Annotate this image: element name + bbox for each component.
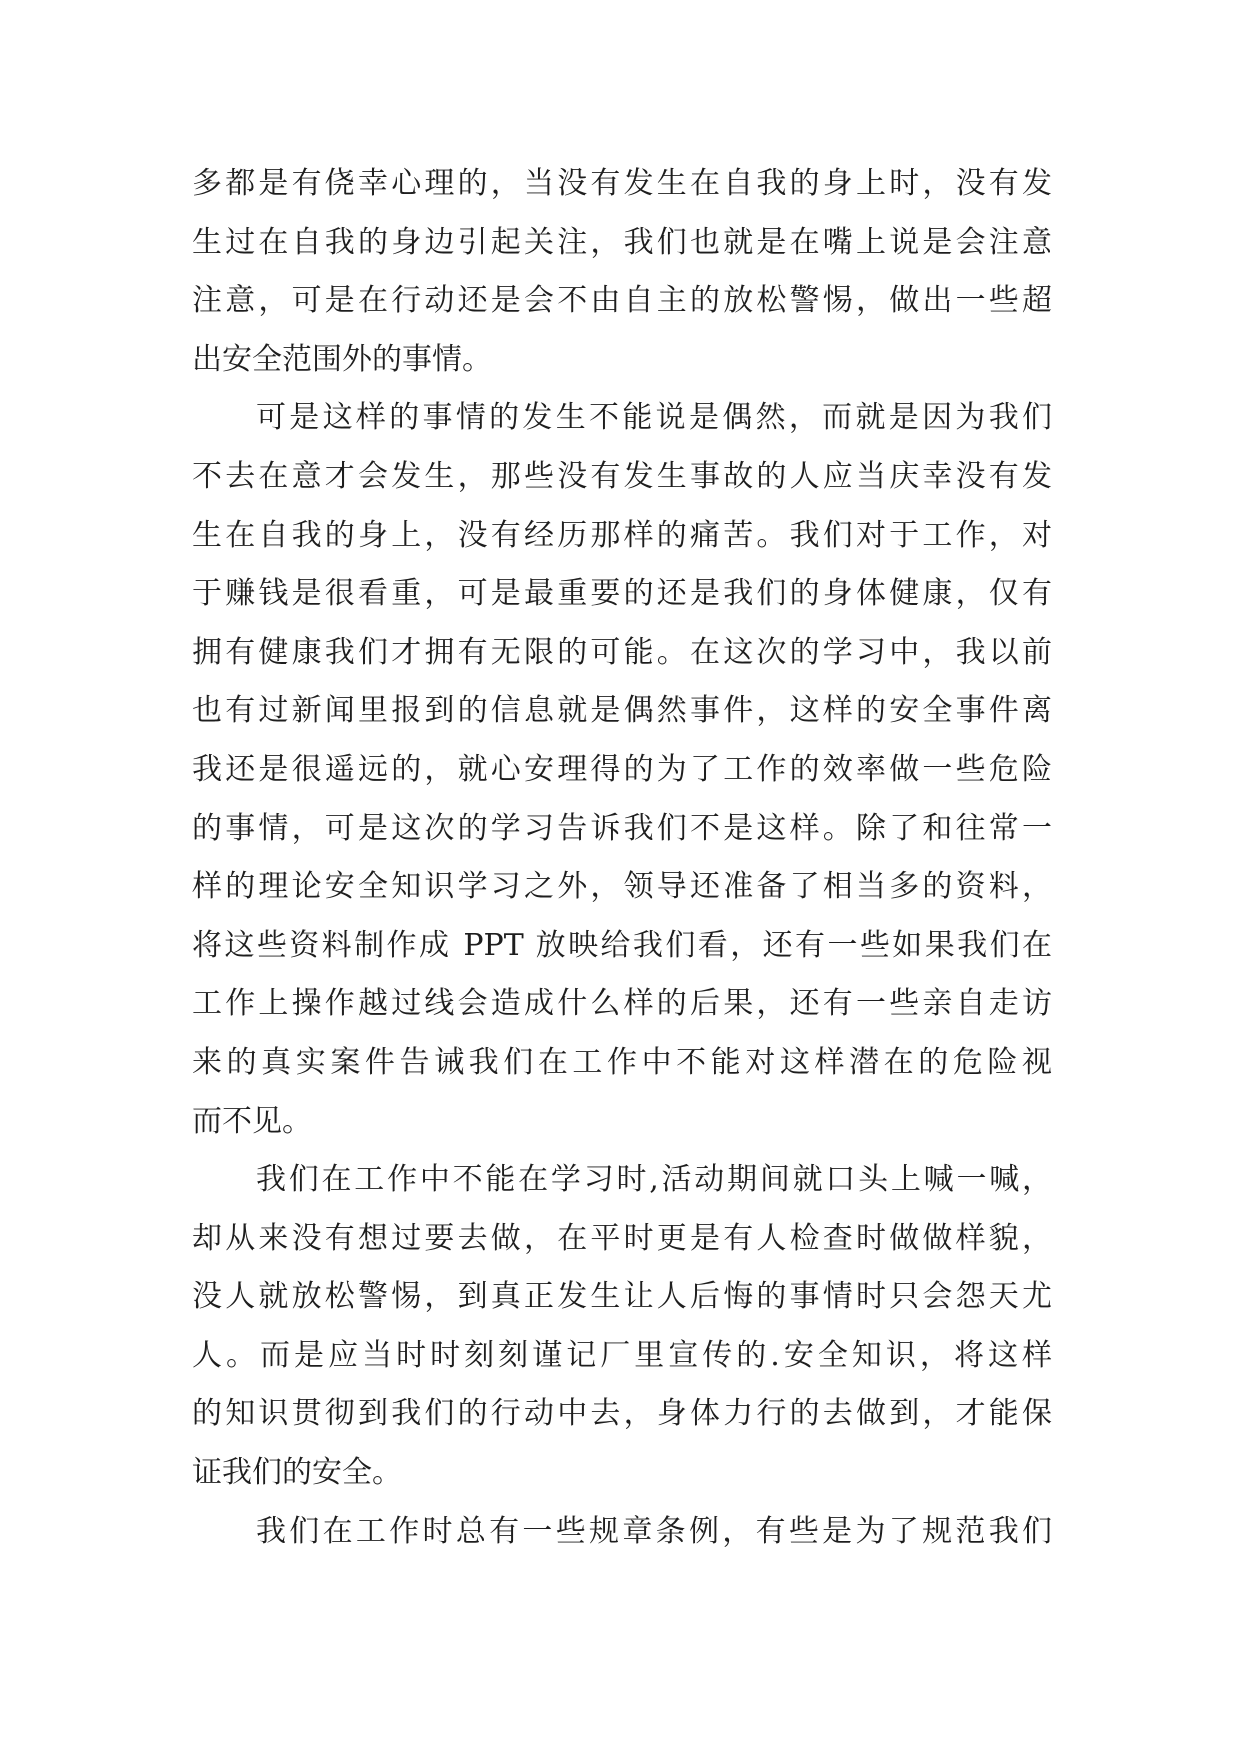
text-line: 出安全范围外的事情。 xyxy=(192,341,492,377)
text-line: 来的真实案件告诫我们在工作中不能对这样潜在的危险视 xyxy=(192,1044,1052,1080)
document-body xyxy=(192,155,1052,1561)
text-line: 生在自我的身上，没有经历那样的痛苦。我们对于工作，对 xyxy=(192,517,1052,553)
text-line: 却从来没有想过要去做，在平时更是有人检查时做做样貌， xyxy=(192,1220,1052,1256)
text-line: 不去在意才会发生，那些没有发生事故的人应当庆幸没有发 xyxy=(192,458,1052,494)
text-line: 人。而是应当时时刻刻谨记厂里宣传的.安全知识，将这样 xyxy=(192,1337,1052,1373)
text-line: 工作上操作越过线会造成什么样的后果，还有一些亲自走访 xyxy=(192,986,1052,1022)
text-line: 而不见。 xyxy=(192,1103,312,1139)
text-line: 我们在工作时总有一些规章条例，有些是为了规范我们 xyxy=(256,1513,1052,1549)
paragraph xyxy=(192,155,1052,389)
text-line: 可是这样的事情的发生不能说是偶然，而就是因为我们 xyxy=(256,400,1052,436)
paragraph xyxy=(192,1151,1052,1503)
text-line: 拥有健康我们才拥有无限的可能。在这次的学习中，我以前 xyxy=(192,634,1052,670)
text-line: 于赚钱是很看重，可是最重要的还是我们的身体健康，仅有 xyxy=(192,576,1052,612)
text-line: 的事情，可是这次的学习告诉我们不是这样。除了和往常一 xyxy=(192,810,1052,846)
text-line: 我们在工作中不能在学习时,活动期间就口头上喊一喊， xyxy=(256,1162,1052,1198)
text-line: 生过在自我的身边引起关注，我们也就是在嘴上说是会注意 xyxy=(192,224,1052,260)
text-line: 也有过新闻里报到的信息就是偶然事件，这样的安全事件离 xyxy=(192,693,1052,729)
paragraph xyxy=(192,1503,1052,1562)
text-line: 多都是有侥幸心理的，当没有发生在自我的身上时，没有发 xyxy=(192,166,1052,201)
text-line: 的知识贯彻到我们的行动中去，身体力行的去做到，才能保 xyxy=(192,1396,1052,1432)
text-line: 将这些资料制作成 PPT 放映给我们看，还有一些如果我们在 xyxy=(192,927,1052,963)
text-line: 注意，可是在行动还是会不由自主的放松警惕，做出一些超 xyxy=(192,283,1052,319)
text-line: 没人就放松警惕，到真正发生让人后悔的事情时只会怨天尤 xyxy=(192,1279,1052,1315)
text-line: 证我们的安全。 xyxy=(192,1455,402,1491)
paragraph xyxy=(192,389,1052,1151)
text-line: 样的理论安全知识学习之外，领导还准备了相当多的资料， xyxy=(192,869,1052,905)
text-line: 我还是很遥远的，就心安理得的为了工作的效率做一些危险 xyxy=(192,751,1052,787)
